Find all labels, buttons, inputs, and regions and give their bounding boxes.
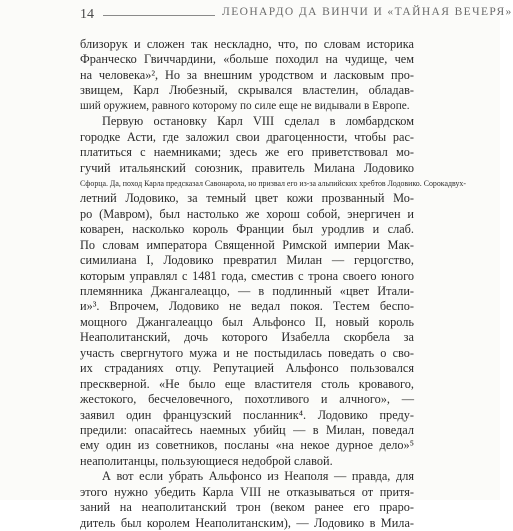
text-line: гучий итальянский союзник, правитель Милана Лодовико [80, 160, 414, 175]
text-line: на человека»², Но за внешним уродством и ласковым про- [80, 67, 414, 82]
text-line: городке Асти, где заложил свои драгоценности, чтобы рас- [80, 129, 414, 144]
page-number: 14 [80, 7, 94, 22]
text-line: дитель был королем Неаполитанским), — Лодовико в Мила- [80, 515, 414, 530]
text-line: заявил один французский посланник⁴. Лодовико преду- [80, 407, 414, 422]
text-line: Сфорца. Да, поход Карла предсказал Савонарола, но призвал его из-за альпийских хребтов Лодовико. Сорокадвух- [80, 178, 467, 188]
text-line: заний на неаполитанский трон (веком ранее его праро- [80, 500, 414, 515]
text-line: симилиана I, Лодовико превратил Милан — герцогство, [80, 253, 414, 268]
text-line: По словам императора Священной Римской империи Мак- [80, 237, 414, 252]
text-line: Неаполитанский, дочь которого Изабелла скорбела за [80, 330, 414, 345]
text-line: мощного Джангалеаццо был Альфонсо II, новый король [80, 314, 414, 329]
running-head [0, 4, 513, 30]
text-line: близорук и сложен так нескладно, что, по словам историка [80, 37, 414, 51]
text-line: жестокого, бесчеловечного, похотливого и алчного», — [80, 392, 414, 407]
text-line: неаполитанцы, пользующиеся недоброй славой. [80, 453, 333, 468]
text-line: их страданиях отцу. Репутацией Альфонсо пользовался [80, 361, 414, 376]
text-line: Первую остановку Карл VIII сделал в ломбардском [102, 114, 414, 129]
text-line: Франческо Гвиччардини, «больше походил на чудище, чем [80, 52, 414, 67]
text-line: ший оружием, равного которому по силе еще не видывали в Европе. [80, 99, 410, 112]
text-line: А вот если убрать Альфонсо из Неаполя — правда, для [102, 469, 414, 484]
text-line: прескверной. «Не было еще властителя столь кровавого, [80, 376, 414, 391]
text-line: платиться с наемниками; здесь же его приветствовал мо- [80, 145, 414, 160]
text-line: ро (Мавром), был настолько же хорош собой, энергичен и [80, 206, 414, 221]
running-title: ЛЕОНАРДО ДА ВИНЧИ И «ТАЙНАЯ ВЕЧЕРЯ» [222, 6, 513, 18]
text-line: летний Лодовико, за темный цвет кожи прозванный Мо- [80, 191, 414, 206]
header-rule [103, 15, 215, 16]
text-line: и»³. Впрочем, Лодовико не ведал покоя. Тестем беспо- [80, 299, 414, 314]
text-line: участь свергнутого мужа и не постыдилась поведать о сво- [80, 345, 414, 360]
text-line: предили: опасайтесь наемных убийц — в Милан, поведал [80, 422, 414, 437]
text-line: племянника Джангалеаццо, — в подлинный «цвет Итали- [80, 284, 414, 298]
text-line: коварен, насколько король Франции был уродлив и слаб. [80, 222, 414, 237]
text-line: которым управлял с 1481 года, сместив с трона своего юного [80, 268, 414, 283]
text-line: ему один из советников, посланы «на некое дурное дело»⁵ [80, 438, 414, 453]
body-text [80, 37, 467, 531]
text-line: этого нужно убедить Карла VIII не отказываться от притя- [80, 484, 414, 499]
text-line: звищем, Карл Любезный, скрывался властелин, обладав- [80, 83, 414, 98]
